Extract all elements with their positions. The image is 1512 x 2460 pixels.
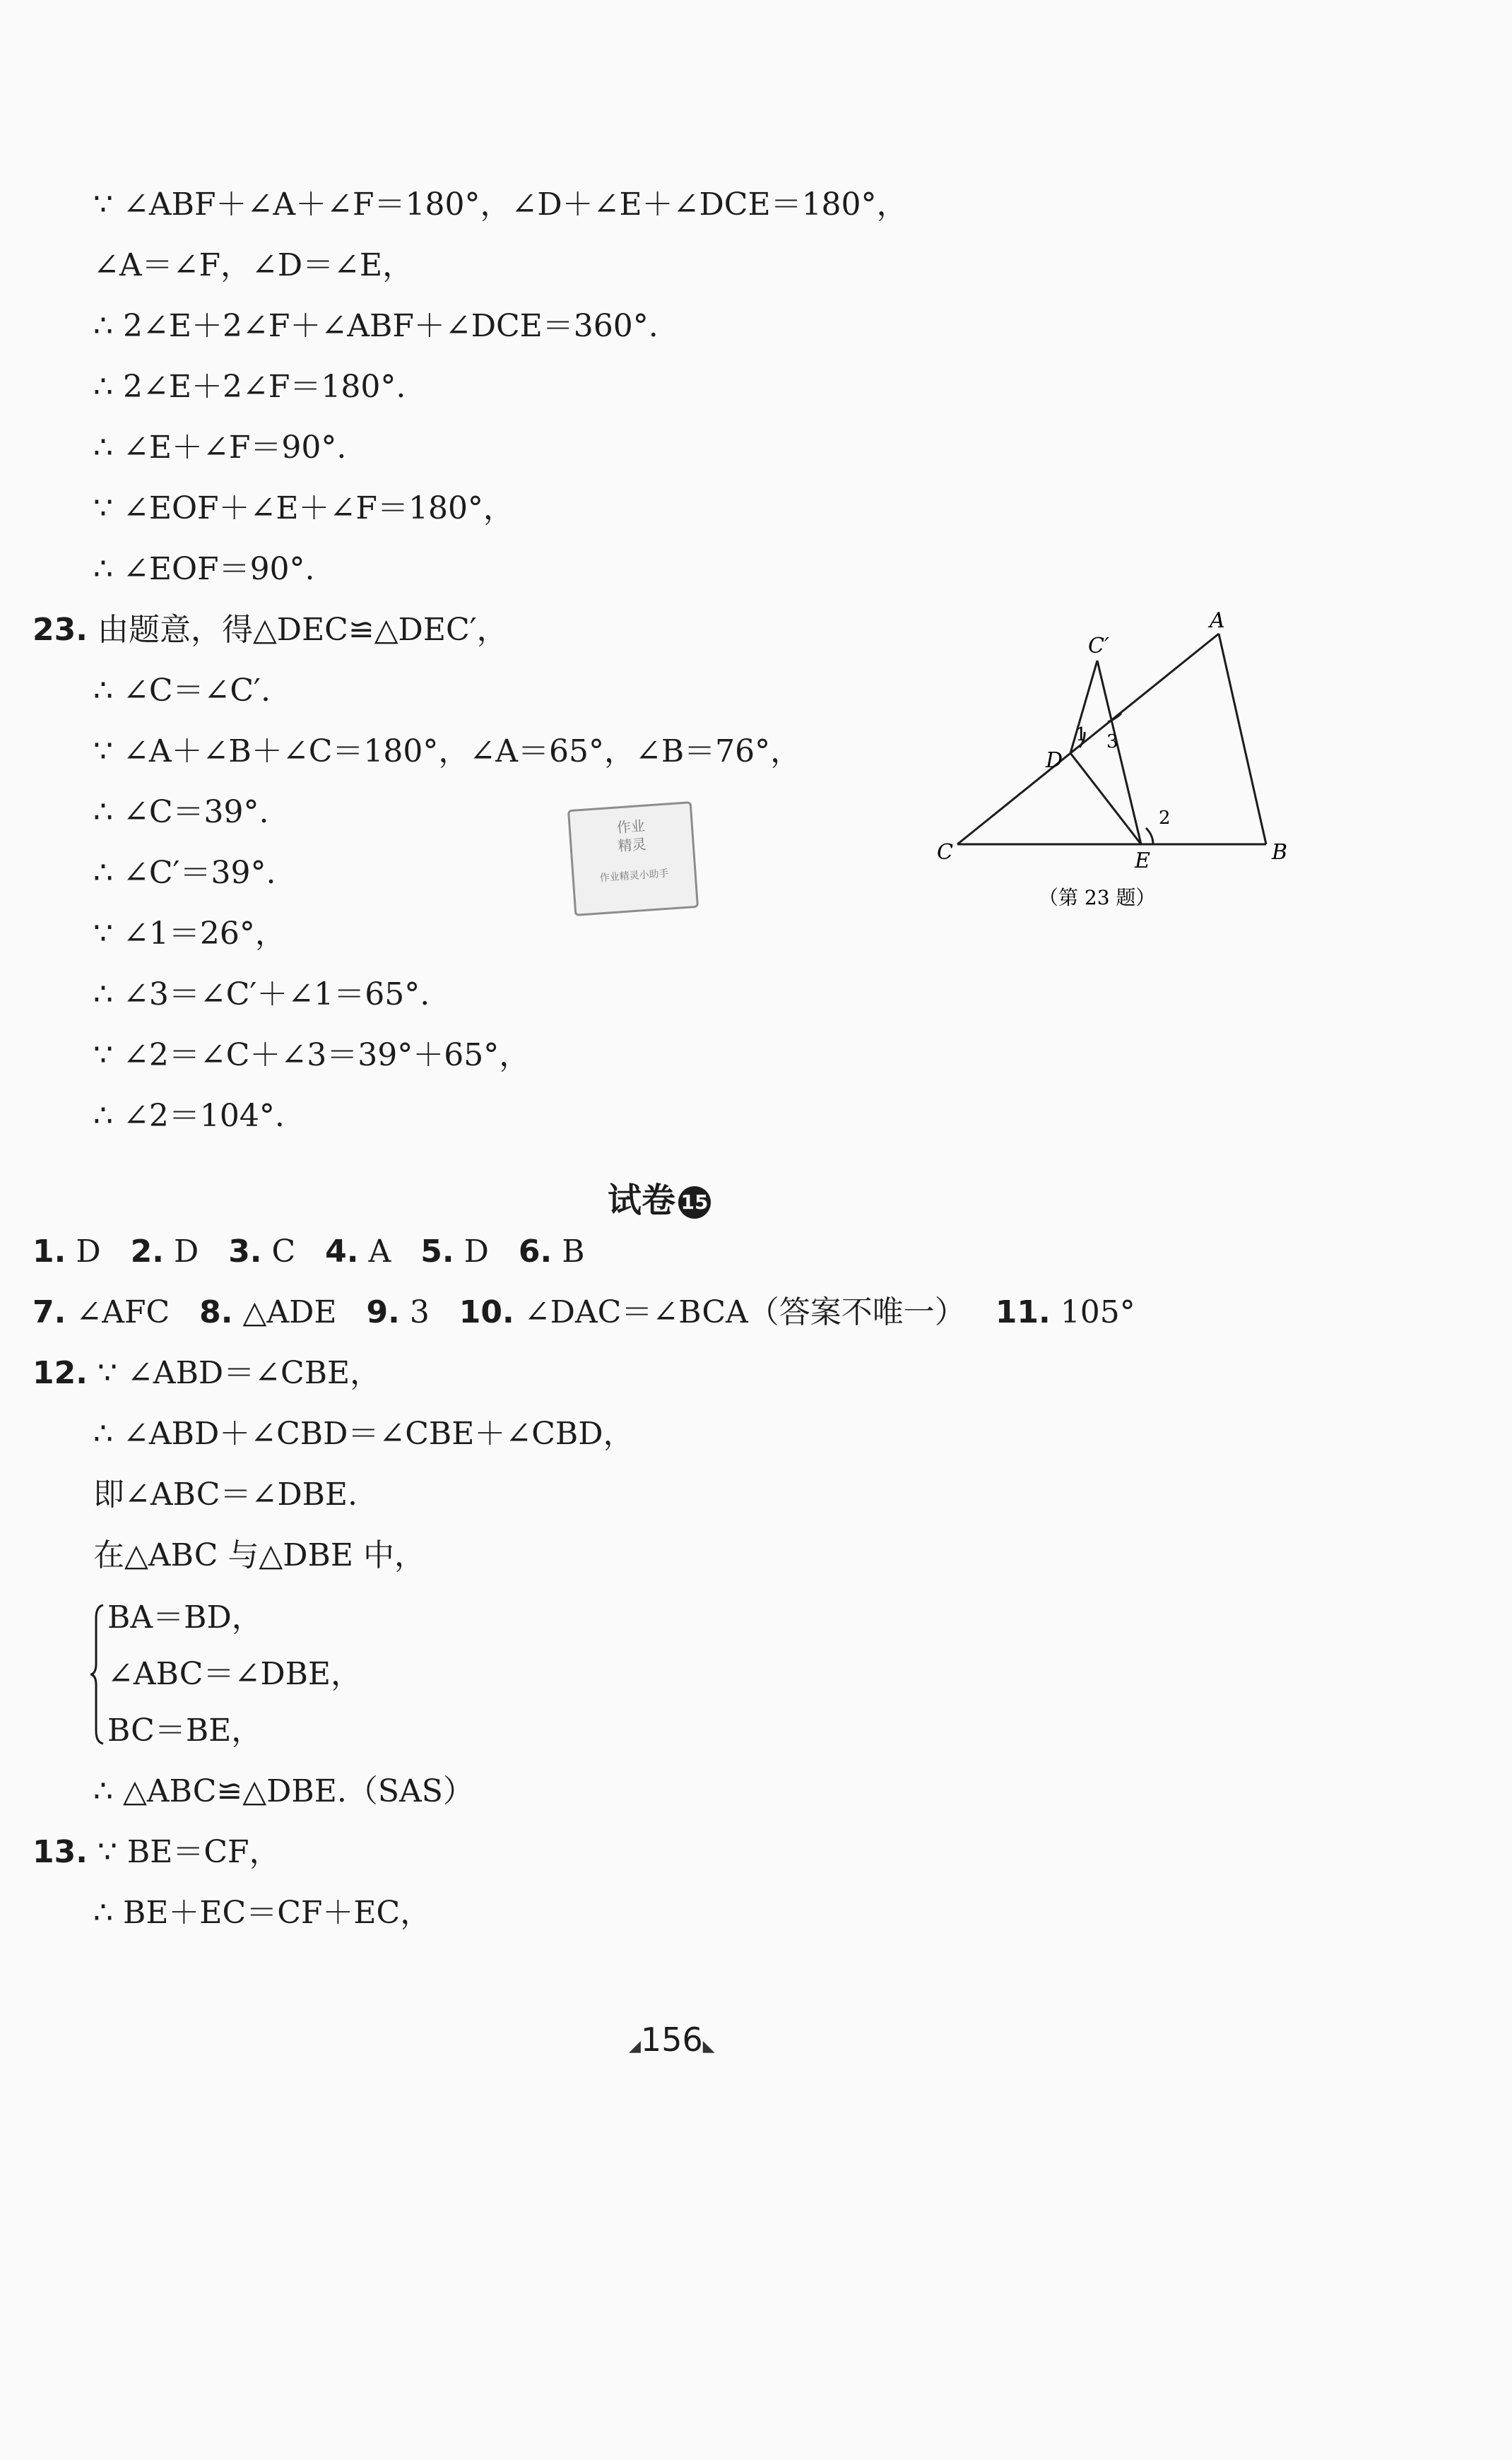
q12-system-1: BA＝BD，: [107, 1599, 263, 1636]
answers-row-1: [33, 1232, 585, 1272]
stamp-line-1: 作业: [616, 817, 646, 836]
answer-value: D: [173, 1234, 199, 1270]
q23-line-7: ∵ ∠2＝∠C＋∠3＝39°＋65°，: [93, 1037, 531, 1073]
q13-first-text: ∵ BE＝CF，: [97, 1834, 280, 1870]
q12-line-3: 在△ABC 与△DBE 中，: [93, 1537, 425, 1573]
q23-line-2: ∵ ∠A＋∠B＋∠C＝180°，∠A＝65°，∠B＝76°，: [93, 733, 802, 769]
q12-system-3: BC＝BE，: [107, 1713, 263, 1749]
q22-line-1: ∵ ∠ABF＋∠A＋∠F＝180°，∠D＋∠E＋∠DCE＝180°，: [93, 187, 908, 223]
answer-value: D: [463, 1234, 489, 1270]
q13-line-1: ∴ BE＋EC＝CF＋EC，: [93, 1895, 432, 1931]
answer-value: △ADE: [242, 1294, 337, 1330]
label-e: E: [1135, 848, 1150, 873]
answer-value: 3: [409, 1294, 430, 1330]
page-number-text: 156: [640, 2021, 703, 2059]
q22-line-4: ∴ 2∠E＋2∠F＝180°.: [93, 369, 406, 405]
q22-line-5: ∴ ∠E＋∠F＝90°.: [93, 430, 347, 466]
answer-value: ∠DAC＝∠BCA（答案不唯一）: [524, 1294, 966, 1330]
q23-line-5: ∵ ∠1＝26°，: [93, 916, 286, 952]
answer-value: C: [271, 1234, 296, 1270]
q12-conclusion: ∴ △ABC≌△DBE.（SAS）: [93, 1773, 474, 1809]
answers-row-2: [33, 1293, 1135, 1332]
answer-number: 7.: [33, 1294, 66, 1330]
label-angle-1: 1: [1075, 724, 1087, 745]
q23-first-text: 由题意，得△DEC≌△DEC′，: [97, 612, 508, 648]
page-number: [629, 2021, 715, 2059]
q23-line-4: ∴ ∠C′＝39°.: [93, 855, 276, 891]
q12-line-1: ∴ ∠ABD＋∠CBD＝∠CBE＋∠CBD，: [93, 1416, 634, 1452]
answer-value: A: [368, 1234, 391, 1270]
label-angle-3: 3: [1106, 731, 1118, 752]
angle-2-arc: [1146, 828, 1153, 844]
q13-number: 13.: [33, 1834, 88, 1870]
q12-number: 12.: [33, 1355, 88, 1391]
section-number: 15: [678, 1186, 711, 1219]
section-heading: [608, 1173, 711, 1222]
answer-value: 105°: [1060, 1294, 1135, 1330]
answer-number: 6.: [518, 1234, 553, 1270]
q13-first-line: [33, 1833, 280, 1872]
q12-first-text: ∵ ∠ABD＝∠CBE，: [97, 1355, 382, 1391]
system-brace: [90, 1604, 105, 1745]
answer-number: 2.: [130, 1234, 164, 1270]
q12-first-line: [33, 1354, 381, 1393]
right-triangle-icon: ◣: [702, 2038, 715, 2055]
label-d: D: [1046, 748, 1063, 773]
q22-line-2: ∠A＝∠F，∠D＝∠E，: [93, 247, 414, 283]
label-c: C: [937, 840, 953, 865]
q23-line-6: ∴ ∠3＝∠C′＋∠1＝65°.: [93, 976, 430, 1012]
segment-ca: [957, 634, 1219, 844]
q12-system-2: ∠ABC＝∠DBE，: [107, 1656, 362, 1692]
q22-line-7: ∴ ∠EOF＝90°.: [93, 551, 315, 587]
label-angle-2: 2: [1159, 808, 1171, 829]
answer-value: ∠AFC: [76, 1294, 170, 1330]
q23-line-3: ∴ ∠C＝39°.: [93, 794, 269, 830]
stamp-line-3: 作业精灵小助手: [599, 868, 670, 885]
left-triangle-icon: ◢: [629, 2038, 641, 2055]
answer-number: 9.: [366, 1294, 400, 1330]
q22-line-6: ∵ ∠EOF＋∠E＋∠F＝180°，: [93, 490, 514, 526]
q23-number: 23.: [33, 612, 88, 648]
label-a: A: [1210, 608, 1225, 633]
q22-line-3: ∴ 2∠E＋2∠F＋∠ABF＋∠DCE＝360°.: [93, 308, 658, 344]
answer-number: 5.: [420, 1234, 454, 1270]
q23-line-8: ∴ ∠2＝104°.: [93, 1098, 285, 1134]
q23-line-1: ∴ ∠C＝∠C′.: [93, 673, 271, 709]
figure-caption: （第 23 题）: [1039, 886, 1156, 909]
segment-ab: [1219, 634, 1266, 844]
q23-first-line: [33, 610, 508, 650]
answer-number: 10.: [459, 1294, 514, 1330]
answer-number: 1.: [33, 1234, 66, 1270]
answer-number: 11.: [995, 1294, 1051, 1330]
q23-figure: [926, 601, 1307, 933]
answer-value: B: [562, 1234, 585, 1270]
answer-number: 4.: [325, 1234, 359, 1270]
answer-number: 8.: [199, 1294, 233, 1330]
answer-value: D: [76, 1234, 101, 1270]
answer-number: 3.: [228, 1234, 262, 1270]
stamp-line-2: 精灵: [617, 835, 647, 855]
stamp-logo: [567, 801, 699, 916]
label-c-prime: C′: [1088, 634, 1109, 658]
q12-line-2: 即∠ABC＝∠DBE.: [93, 1477, 358, 1513]
label-b: B: [1272, 840, 1288, 865]
section-title: 试卷: [608, 1181, 676, 1220]
